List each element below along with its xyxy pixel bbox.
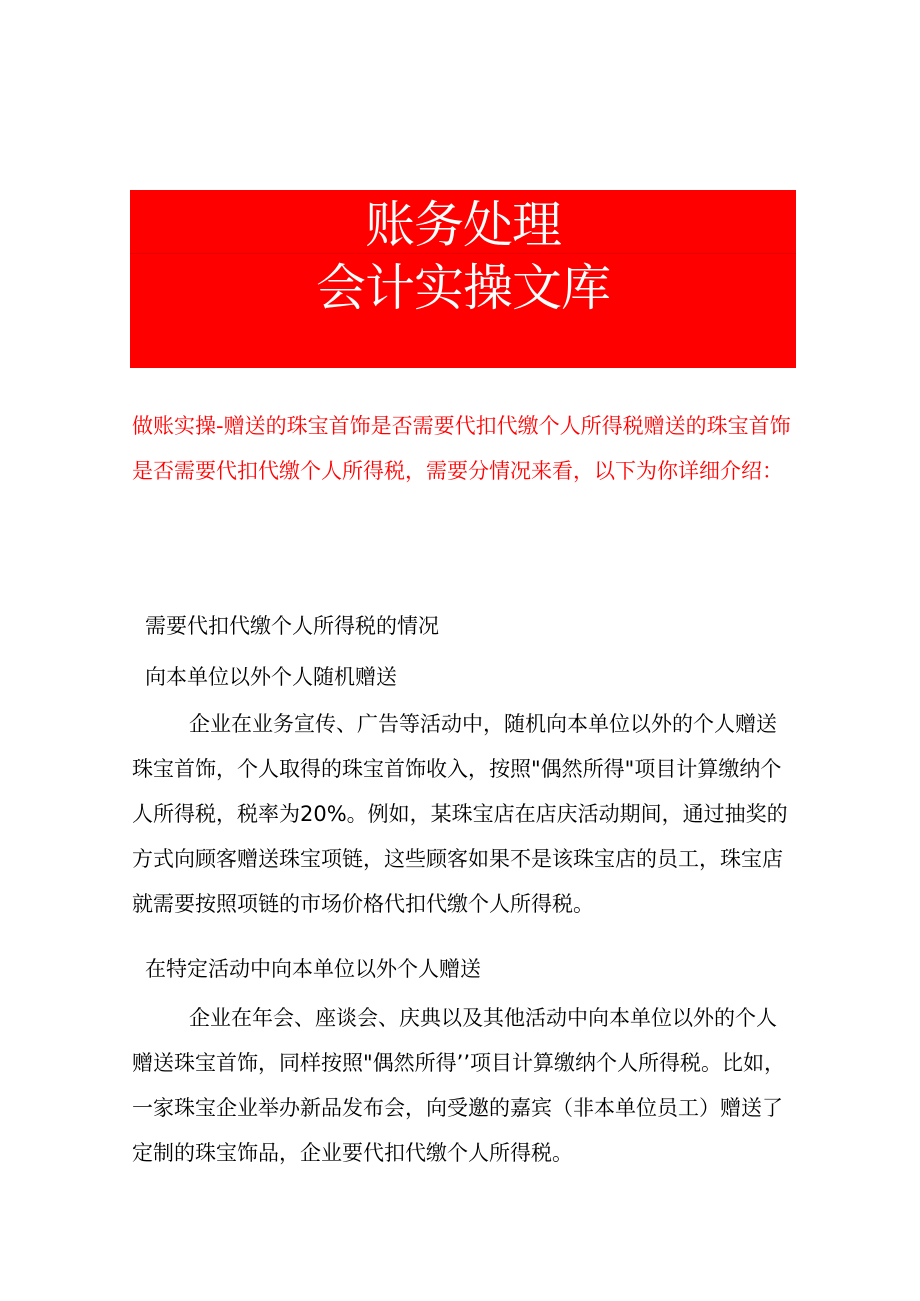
case2-heading: 在特定活动中向本单位以外个人赠送 (145, 957, 481, 981)
case1-heading: 向本单位以外个人随机赠送 (145, 665, 397, 689)
banner-title-line-2: 会计实操文库 (316, 259, 610, 317)
case1-paragraph: 企业在业务宣传、广告等活动中，随机向本单位以外的个人赠送珠宝首饰，个人取得的珠宝首饰收入，按照"偶然所得"项目计算缴纳个人所得税，税率为20%。例如，某珠宝店在店庆活动期间，通过抽奖的方式向顾客赠送珠宝项链，这些顾客如果不是该珠宝店的员工，珠宝店就需要按照项链的市场价格代扣代缴个人所得税。 (132, 712, 788, 916)
case2-paragraph: 企业在年会、座谈会、庆典以及其他活动中向本单位以外的个人赠送珠宝首饰，同样按照"偶然所得’’项目计算缴纳个人所得税。比如，一家珠宝企业举办新品发布会，向受邀的嘉宾（非本单位员工）赠送了定制的珠宝饰品，企业要代扣代缴个人所得税。 (132, 1006, 786, 1165)
section-heading: 需要代扣代缴个人所得税的情况 (145, 614, 439, 638)
intro-paragraph: 做账实操-赠送的珠宝首饰是否需要代扣代缴个人所得税赠送的珠宝首饰是否需要代扣代缴个人所得税，需要分情况来看，以下为你详细介绍： (132, 414, 791, 483)
banner-title-line-1: 账务处理 (365, 196, 561, 254)
